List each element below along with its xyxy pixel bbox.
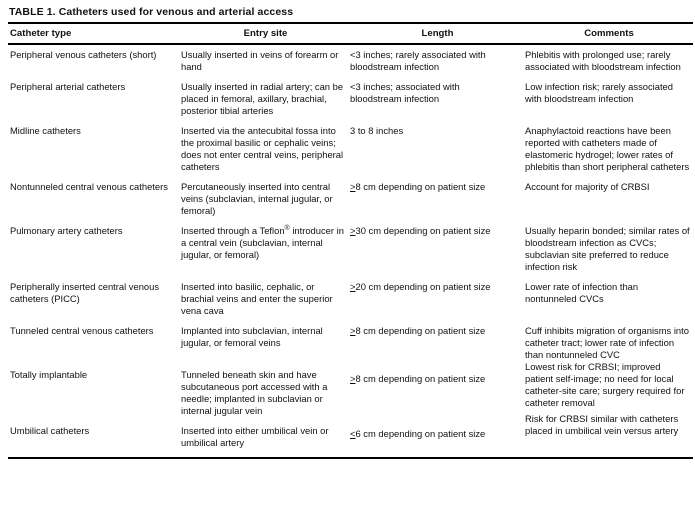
cell-entry-site: Implanted into subclavian, internal jugular, or femoral veins [181,325,323,348]
cell-comments: Usually heparin bonded; similar rates of bloodstream infection as CVCs; subclavian site preferred to reduce infection risk [525,225,690,272]
cell-comments: Lower rate of infection than nontunneled CVCs [525,281,639,304]
cell-catheter-type: Umbilical catheters [10,425,90,436]
length-comparison-symbol: > [350,281,356,292]
cell-catheter-type: Midline catheters [10,125,81,136]
table-row [8,425,693,458]
cell-catheter-type: Totally implantable [10,369,88,380]
table-body [8,44,693,458]
column-header-comments: Comments [584,28,634,39]
cell-length [350,181,525,225]
length-comparison-symbol: > [350,325,356,336]
length-text: <3 inches; rarely associated with bloodstream infection [350,49,486,72]
cell-entry-site: Inserted through a Teflon® introducer in a central vein (subclavian, internal jugular, or femoral) [181,224,344,260]
length-comparison-symbol: > [350,225,356,236]
cell-entry-site: Percutaneously inserted into central veins (subclavian, internal jugular, or femoral) [181,181,333,216]
length-comparison-symbol: > [350,181,356,192]
table-title: TABLE 1. Catheters used for venous and arterial access [9,6,294,18]
table-row [8,81,693,125]
length-text: 3 to 8 inches [350,125,404,136]
length-comparison-symbol: < [350,428,356,439]
length-comparison-symbol: > [350,373,356,384]
table-row [8,225,693,281]
cell-entry-site: Tunneled beneath skin and have subcutaneous port accessed with a needle; implanted in subclavian or internal jugular vein [181,369,328,416]
cell-comments: Risk for CRBSI similar with catheters placed in umbilical vein versus artery [525,413,679,436]
cell-catheter-type: Pulmonary artery catheters [10,225,123,236]
cell-catheter-type: Peripheral venous catheters (short) [10,49,157,60]
length-text: 6 cm depending on patient size [355,428,486,439]
cell-length [350,428,525,461]
table-row [8,281,693,325]
cell-entry-site: Inserted into either umbilical vein or umbilical artery [181,425,329,448]
column-header-length: Length [421,28,454,39]
cell-length [350,81,525,125]
length-text: 20 cm depending on patient size [355,281,491,292]
cell-comments: Phlebitis with prolonged use; rarely associated with bloodstream infection [525,49,681,72]
cell-length [350,44,525,81]
registered-trademark-symbol: ® [284,224,290,232]
length-text: 8 cm depending on patient size [355,181,486,192]
table-row [8,44,693,81]
cell-comments: Account for majority of CRBSI [525,181,650,192]
cell-comments: Anaphylactoid reactions have been reported with catheters made of elastomeric hydrogel; lower rates of phlebitis than short peripheral catheters [525,125,690,172]
cell-length [350,325,525,369]
cell-comments: Lowest risk for CRBSI; improved patient self-image; no need for local catheter-site care; surgery required for catheter removal [525,361,685,408]
cell-catheter-type: Peripherally inserted central venous catheters (PICC) [10,281,160,304]
header-row [8,23,693,44]
table-row [8,181,693,225]
length-text: 8 cm depending on patient size [355,325,486,336]
cell-entry-site: Usually inserted in radial artery; can be placed in femoral, axillary, brachial, posterior tibial arteries [181,81,344,116]
cell-comments: Low infection risk; rarely associated with bloodstream infection [525,81,673,104]
cell-length [350,373,525,429]
length-text: <3 inches; associated with bloodstream infection [350,81,460,104]
cell-entry-site: Usually inserted in veins of forearm or hand [181,49,339,72]
cell-comments: Cuff inhibits migration of organisms into catheter tract; lower rate of infection than nontunneled CVC [525,325,689,360]
cell-length [350,281,525,325]
cell-catheter-type: Tunneled central venous catheters [10,325,154,336]
catheters-table [8,22,693,459]
cell-catheter-type: Peripheral arterial catheters [10,81,126,92]
cell-entry-site: Inserted into basilic, cephalic, or brachial veins and enter the superior vena cava [181,281,333,316]
table-row [8,125,693,181]
column-header-catheter-type: Catheter type [10,28,72,39]
cell-length [350,225,525,281]
length-text: 30 cm depending on patient size [355,225,491,236]
cell-entry-site: Inserted via the antecubital fossa into the proximal basilic or cephalic veins; does not enter central veins, peripheral catheters [181,125,344,172]
column-header-entry-site: Entry site [243,28,288,39]
cell-length [350,125,525,181]
length-text: 8 cm depending on patient size [355,373,486,384]
cell-catheter-type: Nontunneled central venous catheters [10,181,168,192]
